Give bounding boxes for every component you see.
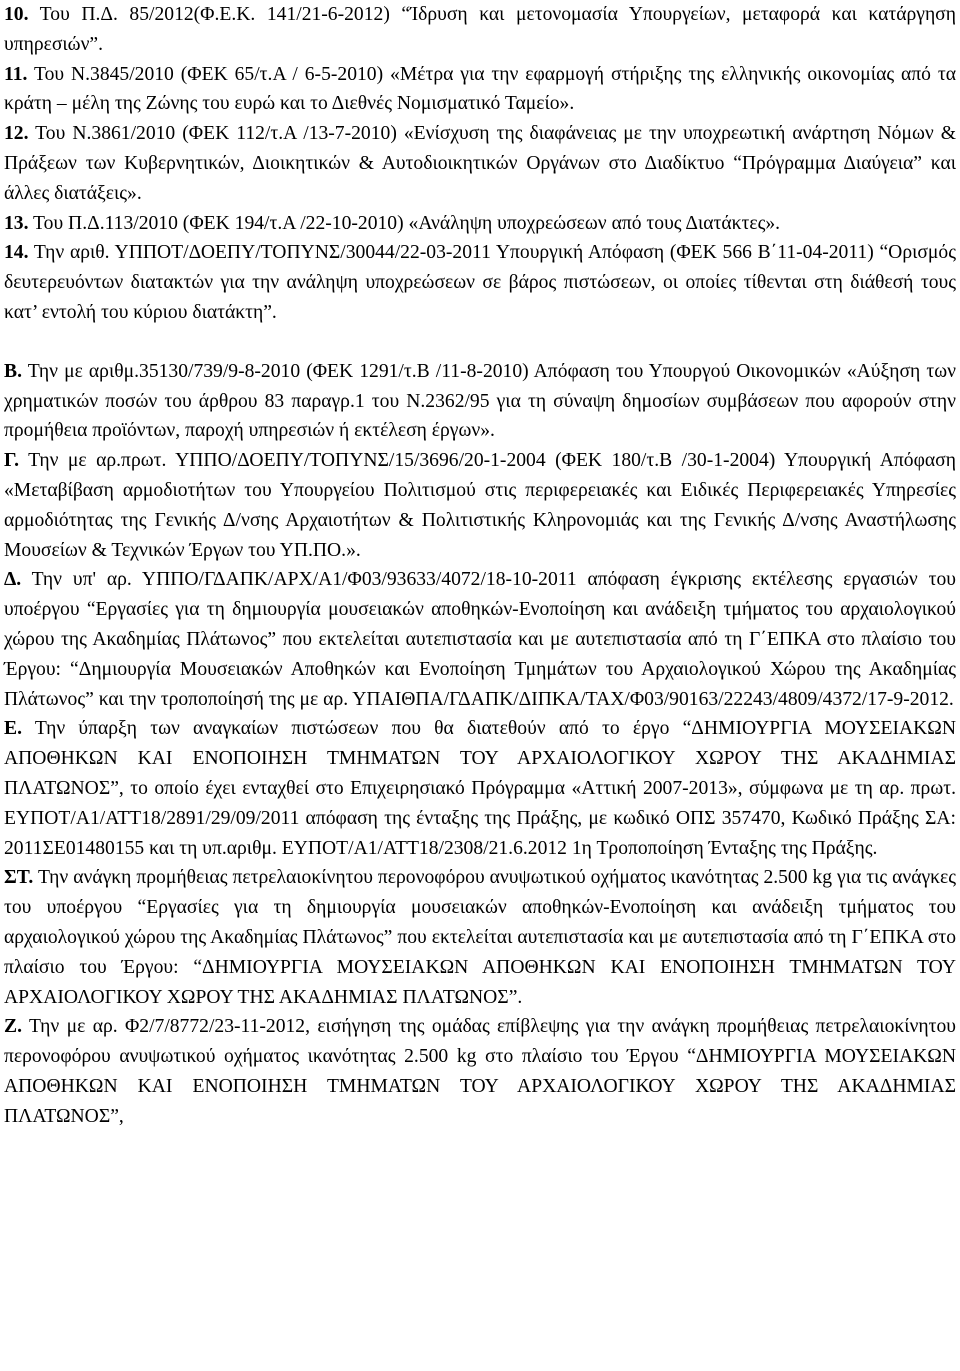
item-text: Του Ν.3845/2010 (ΦΕΚ 65/τ.Α / 6-5-2010) «Μέτρα για την εφαρμογή στήριξης της ελληνικής οικονομίας από τα κράτη – μέλη της Ζώνης του ευρώ και το Διεθνές Νομισματικό Ταμείο».	[4, 63, 956, 115]
section-b	[4, 357, 956, 446]
section-e	[4, 714, 956, 863]
section-z	[4, 1012, 956, 1131]
section-d	[4, 565, 956, 714]
section-text: Την ύπαρξη των αναγκαίων πιστώσεων που θα διατεθούν από το έργο “ΔΗΜΙΟΥΡΓΙΑ ΜΟΥΣΕΙΑΚΩΝ ΑΠΟΘΗΚΩΝ ΚΑΙ ΕΝΟΠΟΙΗΣΗ ΤΜΗΜΑΤΩΝ ΤΟΥ ΑΡΧΑΙΟΛΟΓΙΚΟΥ ΧΩΡΟΥ ΤΗΣ ΑΚΑΔΗΜΙΑΣ ΠΛΑΤΩΝΟΣ”, το οποίο έχει ενταχθεί στο Επιχειρησιακό Πρόγραμμα «Αττική 2007-2013», σύμφωνα με τη αρ. πρωτ. ΕΥΠΟΤ/Α1/ΑΤΤ18/2891/29/09/2011 απόφαση της ένταξης της Πράξης, με κωδικό ΟΠΣ 357470, Κωδικό Πράξης ΣΑ: 2011ΣΕ01480155 και τη υπ.αριθμ. ΕΥΠΟΤ/Α1/ΑΤΤ18/2308/21.6.2012 1η Τροποποίηση Ένταξης της Πράξης.	[4, 718, 956, 859]
section-label: Γ.	[4, 450, 19, 472]
item-13	[4, 209, 956, 239]
section-label: Ε.	[4, 718, 22, 740]
section-text: Την με αρ.πρωτ. ΥΠΠΟ/ΔΟΕΠΥ/ΤΟΠΥΝΣ/15/3696/20-1-2004 (ΦΕΚ 180/τ.Β /30-1-2004) Υπουργική Απόφαση «Μεταβίβαση αρμοδιοτήτων του Υπουργείου Πολιτισμού στις περιφερειακές και Ειδικές Περιφερειακές Υπηρεσίες αρμοδιότητας της Γενικής Δ/νσης Αρχαιοτήτων & Πολιτιστικής Κληρονομιάς και της Γενικής Δ/νσης Αναστήλωσης Μουσείων & Τεχνικών Έργων του ΥΠ.ΠΟ.».	[4, 450, 956, 561]
item-label: 14.	[4, 242, 29, 264]
section-text: Την με αριθμ.35130/739/9-8-2010 (ΦΕΚ 1291/τ.Β /11-8-2010) Απόφαση του Υπουργού Οικονομικών «Αύξηση των χρηματικών ποσών του άρθρου 83 παραγρ.1 του Ν.2362/95 για τη σύναψη δημοσίων συμβάσεων που αφορούν στην προμήθεια προϊόντων, παροχή υπηρεσιών ή εκτέλεση έργων».	[4, 360, 956, 442]
section-label: Δ.	[4, 569, 22, 591]
section-label: Β.	[4, 360, 22, 382]
item-text: Του Π.Δ. 85/2012(Φ.Ε.Κ. 141/21-6-2012) “Ίδρυση και μετονομασία Υπουργείων, μεταφορά και κατάργηση υπηρεσιών”.	[4, 4, 956, 55]
item-label: 10.	[4, 4, 29, 25]
paragraph-gap	[4, 328, 956, 357]
item-text: Του Ν.3861/2010 (ΦΕΚ 112/τ.Α /13-7-2010) «Ενίσχυση της διαφάνειας με την υποχρεωτική ανάρτηση Νόμων & Πράξεων των Κυβερνητικών, Διοικητικών & Αυτοδιοικητικών Οργάνων στο Διαδίκτυο “Πρόγραμμα Διαύγεια” και άλλες διατάξεις».	[4, 123, 956, 204]
item-10	[4, 0, 956, 60]
item-12	[4, 119, 956, 208]
section-text: Την υπ' αρ. ΥΠΠΟ/ΓΔΑΠΚ/ΑΡΧ/Α1/Φ03/93633/4072/18-10-2011 απόφαση έγκρισης εκτέλεσης εργασιών του υποέργου “Εργασίες για τη δημιουργία μουσειακών αποθηκών-Ενοποίηση και ανάδειξη τμήματος του αρχαιολογικού χώρου της Ακαδημίας Πλάτωνος” που εκτελείται αυτεπιστασία και με αυτεπιστασία από τη Γ΄ΕΠΚΑ στο πλαίσιο του Έργου: “Δημιουργία Μουσειακών Αποθηκών και Ενοποίηση Τμημάτων του Αρχαιολογικού Χώρου της Ακαδημίας Πλάτωνος” και την τροποποίησή της με αρ. ΥΠΑΙΘΠΑ/ΓΔΑΠΚ/ΔΙΠΚΑ/ΤΑΧ/Φ03/90163/22243/4809/4372/17-9-2012.	[4, 569, 956, 710]
item-14	[4, 238, 956, 327]
item-label: 12.	[4, 123, 29, 145]
section-label: Ζ.	[4, 1016, 22, 1038]
item-label: 13.	[4, 212, 29, 234]
section-label: ΣΤ.	[4, 867, 34, 889]
item-text: Την αριθ. ΥΠΠΟΤ/ΔΟΕΠΥ/ΤΟΠΥΝΣ/30044/22-03-2011 Υπουργική Απόφαση (ΦΕΚ 566 Β΄11-04-2011) “Ορισμός δευτερευόντων διατακτών για την ανάληψη υποχρεώσεων σε βάρος πιστώσεων, οι οποίες τίθενται στη διάθεσή τους κατ’ εντολή του κύριου διατάκτη”.	[4, 242, 956, 323]
section-text: Την ανάγκη προμήθειας πετρελαιοκίνητου περονοφόρου ανυψωτικού οχήματος ικανότητας 2.500 kg για τις ανάγκες του υποέργου “Εργασίες για τη δημιουργία μουσειακών αποθηκών-Ενοποίηση και ανάδειξη τμήματος του αρχαιολογικού χώρου της Ακαδημίας Πλάτωνος” που εκτελείται αυτεπιστασία και με αυτεπιστασία από τη Γ΄ΕΠΚΑ στο πλαίσιο του Έργου: “ΔΗΜΙΟΥΡΓΙΑ ΜΟΥΣΕΙΑΚΩΝ ΑΠΟΘΗΚΩΝ ΚΑΙ ΕΝΟΠΟΙΗΣΗ ΤΜΗΜΑΤΩΝ ΤΟΥ ΑΡΧΑΙΟΛΟΓΙΚΟΥ ΧΩΡΟΥ ΤΗΣ ΑΚΑΔΗΜΙΑΣ ΠΛΑΤΩΝΟΣ”.	[4, 867, 956, 1008]
section-st	[4, 863, 956, 1012]
item-11	[4, 60, 956, 120]
section-text: Την με αρ. Φ2/7/8772/23-11-2012, εισήγηση της ομάδας επίβλεψης για την ανάγκη προμήθειας πετρελαιοκίνητου περονοφόρου ανυψωτικού οχήματος ικανότητας 2.500 kg στο πλαίσιο του Έργου “ΔΗΜΙΟΥΡΓΙΑ ΜΟΥΣΕΙΑΚΩΝ ΑΠΟΘΗΚΩΝ ΚΑΙ ΕΝΟΠΟΙΗΣΗ ΤΜΗΜΑΤΩΝ ΤΟΥ ΑΡΧΑΙΟΛΟΓΙΚΟΥ ΧΩΡΟΥ ΤΗΣ ΑΚΑΔΗΜΙΑΣ ΠΛΑΤΩΝΟΣ”,	[4, 1016, 956, 1127]
section-g	[4, 446, 956, 565]
item-text: Του Π.Δ.113/2010 (ΦΕΚ 194/τ.Α /22-10-2010) «Ανάληψη υποχρεώσεων από τους Διατάκτες».	[28, 212, 781, 234]
item-label: 11.	[4, 63, 28, 85]
